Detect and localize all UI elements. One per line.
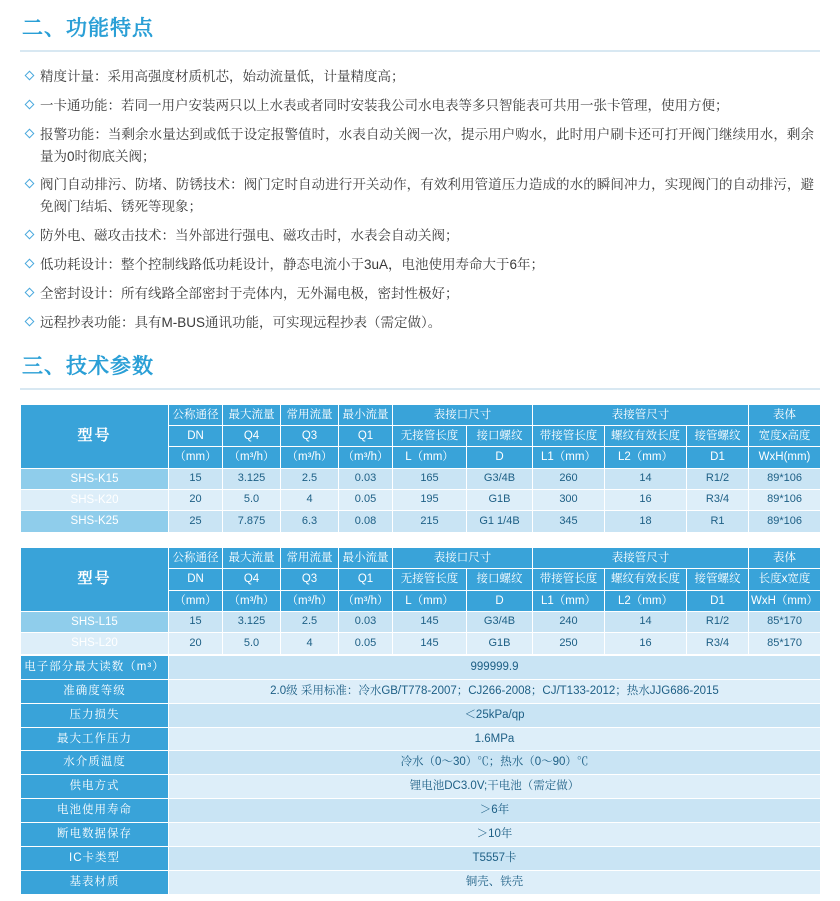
col-port-thread-sub: 接口螺纹	[467, 425, 533, 446]
table-row	[21, 511, 821, 532]
table-row	[21, 847, 821, 871]
cell-q3: 2.5	[281, 611, 339, 632]
feature-text: 一卡通功能：若同一用户安装两只以上水表或者同时安装我公司水电表等多只智能表可共用一张卡管理，使用方便；	[40, 97, 729, 113]
spec-table-k	[20, 404, 821, 533]
param-value: 1.6MPa	[169, 727, 821, 751]
col-q3-sub: Q3	[281, 569, 339, 590]
cell-body: 85*170	[749, 633, 821, 654]
col-pipe-thread-unit: D1	[687, 590, 749, 611]
col-pipe-len-sub: 带接管长度	[533, 425, 605, 446]
col-dn-sub: DN	[169, 425, 223, 446]
col-q4-sub: Q4	[223, 425, 281, 446]
cell-pipe-thread: R1/2	[687, 468, 749, 489]
col-pipe-thread-unit: D1	[687, 447, 749, 468]
col-body-sub: 长度x宽度	[749, 569, 821, 590]
diamond-bullet-icon	[25, 230, 35, 240]
diamond-bullet-icon	[25, 99, 35, 109]
table-row	[21, 775, 821, 799]
col-q1-sub: Q1	[339, 425, 393, 446]
cell-port-len: 145	[393, 633, 467, 654]
params-title-divider	[20, 388, 820, 390]
list-item	[26, 66, 814, 88]
param-label: 电子部分最大读数（m³）	[21, 655, 169, 679]
col-body-unit: WxH（mm）	[749, 590, 821, 611]
cell-dn: 15	[169, 468, 223, 489]
diamond-bullet-icon	[25, 71, 35, 81]
table-row	[21, 490, 821, 511]
col-pipe-len-sub: 带接管长度	[533, 569, 605, 590]
col-q3-sub: Q3	[281, 425, 339, 446]
col-q3-unit: （m³/h）	[281, 447, 339, 468]
feature-text: 精度计量：采用高强度材质机芯，始动流量低，计量精度高；	[40, 69, 405, 84]
col-pipe-thread-sub: 接管螺纹	[687, 569, 749, 590]
col-q3-group: 常用流量	[281, 547, 339, 568]
list-item	[26, 312, 814, 334]
col-port-len-unit: L（mm）	[393, 447, 467, 468]
cell-q3: 4	[281, 490, 339, 511]
cell-port-len: 145	[393, 611, 467, 632]
spec-table-l	[20, 547, 821, 655]
col-port-len-sub: 无接管长度	[393, 569, 467, 590]
cell-q1: 0.03	[339, 611, 393, 632]
table-row	[21, 703, 821, 727]
params-table	[20, 655, 821, 895]
cell-dn: 20	[169, 490, 223, 511]
col-q4-group: 最大流量	[223, 547, 281, 568]
cell-model: SHS-K15	[21, 468, 169, 489]
cell-model: SHS-K25	[21, 511, 169, 532]
cell-thread-len: 16	[605, 633, 687, 654]
cell-port-thread: G1B	[467, 490, 533, 511]
list-item	[26, 124, 814, 168]
param-value: 冷水（0～30）℃；热水（0～90）℃	[169, 751, 821, 775]
col-body-sub: 宽度x高度	[749, 425, 821, 446]
col-body-unit: WxH(mm)	[749, 447, 821, 468]
list-item	[26, 283, 814, 305]
cell-dn: 20	[169, 633, 223, 654]
col-body-group: 表体	[749, 547, 821, 568]
cell-pipe-len: 250	[533, 633, 605, 654]
col-q1-group: 最小流量	[339, 547, 393, 568]
col-dn-group: 公称通径	[169, 404, 223, 425]
cell-q4: 3.125	[223, 611, 281, 632]
table-row	[21, 799, 821, 823]
feature-text: 阀门自动排污、防堵、防锈技术：阀门定时自动进行开关动作，有效利用管道压力造成的水的瞬间冲力，实现阀门的自动排污，避免阀门结垢、锈死等现象；	[40, 177, 814, 215]
table-row	[21, 871, 821, 895]
col-port-thread-sub: 接口螺纹	[467, 569, 533, 590]
feature-text: 低功耗设计：整个控制线路低功耗设计，静态电流小于3uA，电池使用寿命大于6年；	[40, 257, 545, 273]
col-port-size-group: 表接口尺寸	[393, 547, 533, 568]
table-row	[21, 679, 821, 703]
col-q1-unit: （m³/h）	[339, 447, 393, 468]
cell-q1: 0.03	[339, 468, 393, 489]
param-label: 压力损失	[21, 703, 169, 727]
feature-text: 远程抄表功能：具有M-BUS通讯功能，可实现远程抄表（需定做）。	[40, 314, 442, 330]
col-pipe-thread-sub: 接管螺纹	[687, 425, 749, 446]
param-label: IC卡类型	[21, 847, 169, 871]
col-port-thread-unit: D	[467, 447, 533, 468]
params-section-title: 三、技术参数	[22, 354, 154, 378]
col-port-thread-unit: D	[467, 590, 533, 611]
cell-model: SHS-L20	[21, 633, 169, 654]
table-row	[21, 633, 821, 654]
col-thread-len-unit: L2（mm）	[605, 447, 687, 468]
feature-text: 全密封设计：所有线路全部密封于壳体内，无外漏电极，密封性极好；	[40, 285, 459, 301]
diamond-bullet-icon	[25, 316, 35, 326]
list-item	[26, 254, 814, 276]
col-port-size-group: 表接口尺寸	[393, 404, 533, 425]
col-dn-sub: DN	[169, 569, 223, 590]
list-item	[26, 174, 814, 218]
cell-model: SHS-K20	[21, 490, 169, 511]
list-item	[26, 225, 814, 247]
col-q1-sub: Q1	[339, 569, 393, 590]
col-q4-sub: Q4	[223, 569, 281, 590]
cell-q4: 5.0	[223, 490, 281, 511]
cell-body: 89*106	[749, 490, 821, 511]
cell-port-len: 165	[393, 468, 467, 489]
param-value: ＞6年	[169, 799, 821, 823]
param-label: 水介质温度	[21, 751, 169, 775]
cell-q4: 5.0	[223, 633, 281, 654]
cell-pipe-len: 345	[533, 511, 605, 532]
col-thread-len-unit: L2（mm）	[605, 590, 687, 611]
param-value: 铜壳、铁壳	[169, 871, 821, 895]
col-pipe-len-unit: L1（mm）	[533, 447, 605, 468]
cell-q4: 7.875	[223, 511, 281, 532]
cell-q1: 0.05	[339, 490, 393, 511]
param-label: 基表材质	[21, 871, 169, 895]
col-model: 型号	[21, 404, 169, 468]
cell-pipe-thread: R1/2	[687, 611, 749, 632]
tables-container	[0, 404, 840, 901]
cell-dn: 25	[169, 511, 223, 532]
cell-thread-len: 18	[605, 511, 687, 532]
col-pipe-len-unit: L1（mm）	[533, 590, 605, 611]
col-q4-unit: （m³/h）	[223, 590, 281, 611]
col-thread-len-sub: 螺纹有效长度	[605, 425, 687, 446]
table-row	[21, 823, 821, 847]
cell-port-thread: G3/4B	[467, 611, 533, 632]
list-item	[26, 95, 814, 117]
cell-q3: 6.3	[281, 511, 339, 532]
cell-thread-len: 14	[605, 468, 687, 489]
cell-q3: 2.5	[281, 468, 339, 489]
col-dn-unit: （mm）	[169, 447, 223, 468]
cell-port-thread: G3/4B	[467, 468, 533, 489]
features-section-title: 二、功能特点	[22, 17, 154, 40]
param-value: T5557卡	[169, 847, 821, 871]
cell-dn: 15	[169, 611, 223, 632]
table-row	[21, 751, 821, 775]
cell-pipe-thread: R3/4	[687, 633, 749, 654]
cell-port-thread: G1 1/4B	[467, 511, 533, 532]
cell-thread-len: 14	[605, 611, 687, 632]
cell-body: 89*106	[749, 468, 821, 489]
table-header-row	[21, 404, 821, 425]
col-dn-group: 公称通径	[169, 547, 223, 568]
cell-pipe-len: 260	[533, 468, 605, 489]
table-row	[21, 655, 821, 679]
col-pipe-size-group: 表接管尺寸	[533, 404, 749, 425]
param-label: 断电数据保存	[21, 823, 169, 847]
table-row	[21, 468, 821, 489]
cell-model: SHS-L15	[21, 611, 169, 632]
table-row	[21, 611, 821, 632]
col-dn-unit: （mm）	[169, 590, 223, 611]
cell-pipe-len: 300	[533, 490, 605, 511]
col-body-group: 表体	[749, 404, 821, 425]
col-q4-group: 最大流量	[223, 404, 281, 425]
param-label: 电池使用寿命	[21, 799, 169, 823]
col-thread-len-sub: 螺纹有效长度	[605, 569, 687, 590]
col-q3-group: 常用流量	[281, 404, 339, 425]
col-model: 型号	[21, 547, 169, 611]
param-label: 最大工作压力	[21, 727, 169, 751]
cell-q1: 0.08	[339, 511, 393, 532]
cell-q4: 3.125	[223, 468, 281, 489]
cell-port-len: 215	[393, 511, 467, 532]
cell-body: 85*170	[749, 611, 821, 632]
cell-port-thread: G1B	[467, 633, 533, 654]
table-header-row	[21, 547, 821, 568]
param-value: 999999.9	[169, 655, 821, 679]
param-label: 供电方式	[21, 775, 169, 799]
table-row	[21, 727, 821, 751]
diamond-bullet-icon	[25, 259, 35, 269]
diamond-bullet-icon	[25, 179, 35, 189]
features-list	[0, 66, 840, 334]
param-value: ＞10年	[169, 823, 821, 847]
param-value: 2.0级 采用标准：冷水GB/T778-2007；CJ266-2008；CJ/T133-2012；热水JJG686-2015	[169, 679, 821, 703]
cell-pipe-thread: R1	[687, 511, 749, 532]
param-value: ＜25kPa/qp	[169, 703, 821, 727]
col-q4-unit: （m³/h）	[223, 447, 281, 468]
features-title-divider	[20, 50, 820, 52]
cell-q1: 0.05	[339, 633, 393, 654]
col-q1-group: 最小流量	[339, 404, 393, 425]
cell-thread-len: 16	[605, 490, 687, 511]
feature-text: 报警功能：当剩余水量达到或低于设定报警值时，水表自动关阀一次，提示用户购水，此时用户刷卡还可打开阀门继续用水，剩余量为0时彻底关阀；	[40, 126, 814, 164]
cell-body: 89*106	[749, 511, 821, 532]
col-pipe-size-group: 表接管尺寸	[533, 547, 749, 568]
cell-q3: 4	[281, 633, 339, 654]
cell-port-len: 195	[393, 490, 467, 511]
col-q3-unit: （m³/h）	[281, 590, 339, 611]
bottom-spacer	[20, 895, 820, 901]
col-q1-unit: （m³/h）	[339, 590, 393, 611]
param-label: 准确度等级	[21, 679, 169, 703]
cell-pipe-len: 240	[533, 611, 605, 632]
col-port-len-sub: 无接管长度	[393, 425, 467, 446]
feature-text: 防外电、磁攻击技术：当外部进行强电、磁攻击时，水表会自动关阀；	[40, 228, 459, 244]
col-port-len-unit: L（mm）	[393, 590, 467, 611]
diamond-bullet-icon	[25, 287, 35, 297]
diamond-bullet-icon	[25, 128, 35, 138]
param-value: 锂电池DC3.0V;干电池（需定做）	[169, 775, 821, 799]
cell-pipe-thread: R3/4	[687, 490, 749, 511]
